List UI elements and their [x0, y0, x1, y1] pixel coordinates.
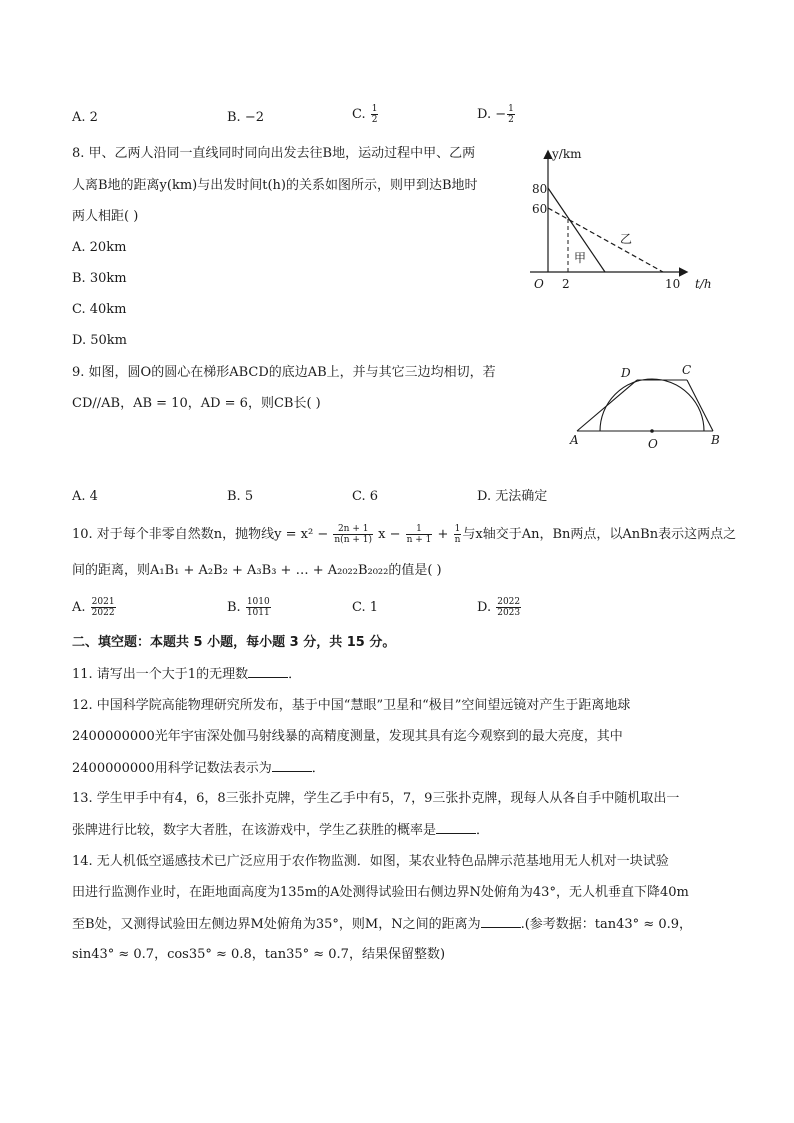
q8-distance-time-graph [528, 140, 728, 295]
q11-text: 11. 请写出一个大于1的无理数 ． [72, 667, 302, 682]
q8-text-line2: 人离B地的距离y(km)与出发时间t(h)的关系如图所示，则甲到达B地时 [72, 178, 478, 193]
q8-series-jia-label: 甲 [574, 251, 587, 265]
q10-option-d-fraction: $\frac{2022}{2023}$ [497, 597, 521, 618]
q8-x-tick-10: 10 [665, 277, 681, 291]
q9-trapezoid-figure [565, 358, 730, 453]
q7-option-d [477, 104, 516, 125]
q9-label-c: C [682, 363, 692, 377]
q10-option-a: A. $\frac{2021}{2022}$ [72, 597, 115, 618]
q13-text-line2: 张牌进行比较，数字大者胜，在该游戏中，学生乙获胜的概率是 ． [72, 823, 490, 838]
q9-option-b: B. 5 [227, 489, 254, 504]
q9-option-d: D. 无法确定 [477, 489, 548, 504]
q7-option-a: A. 2 [72, 110, 98, 125]
section-2-heading: 二、填空题：本题共 5 小题，每小题 3 分，共 15 分。 [72, 635, 396, 650]
q8-y-tick-80: 80 [532, 182, 548, 196]
q12-text-line1: 12. 中国科学院高能物理研究所发布，基于中国“慧眼”卫星和“极目”空间望远镜对产生于距离地球 [72, 698, 631, 713]
q11-answer-blank[interactable] [248, 665, 288, 678]
q7-option-c-fraction: $\frac{1}{2}$ [371, 104, 378, 125]
q10-frac2: $\frac{1}{n + 1}$ [406, 524, 432, 545]
q14-text-line1: 14. 无人机低空遥感技术已广泛应用于农作物监测．如图，某农业特色品牌示范基地用无人机对一块试验 [72, 854, 669, 869]
q14-reference-data: .(参考数据：tan43° ≈ 0.9， [520, 917, 693, 932]
q8-option-d: D. 50km [72, 333, 127, 348]
q8-x-axis-label: t/h [695, 277, 712, 291]
q8-x-tick-2: 2 [562, 277, 570, 291]
q10-line1-suffix: 与x轴交于An，Bn两点，以AnBn表示这两点之 [462, 527, 737, 542]
q12-answer-blank[interactable] [272, 759, 312, 772]
q14-text-line3 [72, 915, 692, 934]
q8-option-c: C. 40km [72, 302, 127, 317]
q7-option-c [352, 104, 379, 125]
q7-option-c-label: C. [352, 107, 370, 122]
q7-option-d-label: D. − [477, 107, 507, 122]
q8-series-yi-label: 乙 [620, 232, 633, 246]
q13-text-line1: 13. 学生甲手中有4，6，8三张扑克牌，学生乙手中有5，7，9三张扑克牌，现每人从各自手中随机取出一 [72, 791, 680, 806]
q9-label-a: A [570, 433, 579, 447]
q10-frac3: $\frac{1}{n}$ [454, 524, 461, 545]
q10-text-line2: 间的距离，则A₁B₁ + A₂B₂ + A₃B₃ + … + A₂₀₂₂B₂₀₂₂的值是( ) [72, 563, 442, 578]
q9-label-d: D [621, 366, 631, 380]
q8-origin-label: O [534, 277, 544, 291]
q10-option-b-fraction: $\frac{1010}{1011}$ [246, 597, 270, 618]
q12-prompt: 2400000000用科学记数法表示为 [72, 761, 272, 776]
q10-text-line1: 10. 对于每个非零自然数n，抛物线y = x² − $\frac{2n + 1}{n(n + 1)}$ x − $\frac{1}{n + 1}$ + $\frac{1}{n}$ 与x轴交于An，Bn两点，以AnBn表示这两点之 [72, 524, 737, 545]
q8-line-yi [548, 208, 663, 272]
q13-answer-blank[interactable] [436, 821, 476, 834]
q10-option-a-fraction: $\frac{2021}{2022}$ [91, 597, 115, 618]
q10-line1-prefix: 10. 对于每个非零自然数n，抛物线y = x² − [72, 527, 333, 542]
q8-option-b: B. 30km [72, 271, 127, 286]
q9-center-point [650, 429, 654, 433]
q8-y-tick-60: 60 [532, 202, 548, 216]
q8-option-a: A. 20km [72, 240, 127, 255]
q9-text-line1: 9. 如图，圆O的圆心在梯形ABCD的底边AB上，并与其它三边均相切，若 [72, 365, 496, 380]
q7-option-b: B. −2 [227, 110, 264, 125]
q7-option-d-fraction: $\frac{1}{2}$ [508, 104, 514, 125]
q9-label-o: O [648, 437, 658, 451]
q10-option-c: C. 1 [352, 600, 379, 615]
q9-option-c: C. 6 [352, 489, 379, 504]
q8-y-axis-label: y/km [552, 147, 582, 161]
q12-text-line2: 2400000000光年宇宙深处伽马射线暴的高精度测量，发现其具有迄今观察到的最大亮度，其中 [72, 729, 623, 744]
q14-prompt: 至B处，又测得试验田左侧边界M处俯角为35°，则M，N之间的距离为 [72, 917, 481, 932]
q10-option-d: D. $\frac{2022}{2023}$ [477, 597, 521, 618]
q14-text-line4: sin43° ≈ 0.7，cos35° ≈ 0.8，tan35° ≈ 0.7，结果保留整数) [72, 947, 446, 962]
q10-frac1: $\frac{2n + 1}{n(n + 1)}$ [334, 524, 372, 545]
q9-side-ad [577, 380, 637, 431]
q8-text-line1: 8. 甲、乙两人沿同一直线同时同向出发去往B地，运动过程中甲、乙两 [72, 146, 476, 161]
q14-text-line2: 田进行监测作业时，在距地面高度为135m的A处测得试验田右侧边界N处俯角为43°，无人机垂直下降40m [72, 885, 689, 900]
q14-answer-blank[interactable] [481, 915, 521, 928]
q11-prompt: 11. 请写出一个大于1的无理数 [72, 667, 249, 682]
q12-text-line3: 2400000000用科学记数法表示为 ． [72, 761, 325, 776]
q9-circle-arc [600, 379, 704, 431]
q9-text-line2: CD//AB，AB = 10，AD = 6，则CB长( ) [72, 396, 321, 411]
q10-option-b: B. $\frac{1010}{1011}$ [227, 597, 270, 618]
q13-prompt: 张牌进行比较，数字大者胜，在该游戏中，学生乙获胜的概率是 [72, 823, 437, 838]
q9-option-a: A. 4 [72, 489, 98, 504]
q9-side-cb [687, 380, 713, 431]
q8-text-line3: 两人相距( ) [72, 209, 139, 224]
q9-label-b: B [711, 433, 720, 447]
